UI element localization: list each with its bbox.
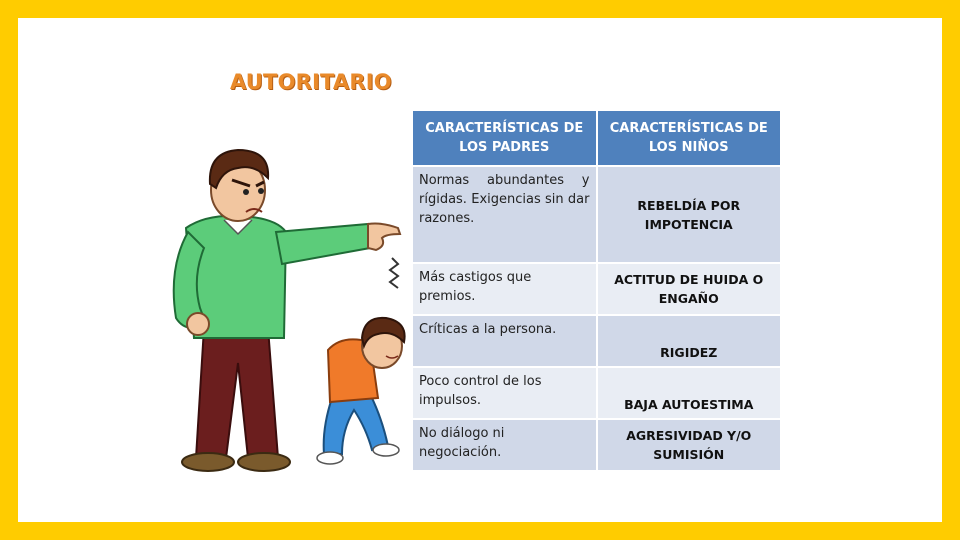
- table-row: [412, 166, 781, 263]
- header-parents: CARACTERÍSTICAS DE LOS PADRES: [412, 110, 597, 166]
- child-cell: REBELDÍA POR IMPOTENCIA: [597, 166, 782, 263]
- table-row: [412, 367, 781, 419]
- header-children: CARACTERÍSTICAS DE LOS NIÑOS: [597, 110, 782, 166]
- parent-cell: Normas abundantes y rígidas. Exigencias sin dar razones.: [412, 166, 597, 263]
- slide-title: AUTORITARIO: [230, 70, 392, 94]
- father-child-illustration: [146, 128, 416, 488]
- child-cell: ACTITUD DE HUIDA O ENGAÑO: [597, 263, 782, 315]
- table-header-row: [412, 110, 781, 166]
- parent-cell: Poco control de los impulsos.: [412, 367, 597, 419]
- child-figure: [317, 318, 405, 464]
- child-cell: RIGIDEZ: [597, 315, 782, 367]
- parent-cell: No diálogo ni negociación.: [412, 419, 597, 471]
- table-row: [412, 315, 781, 367]
- child-cell: BAJA AUTOESTIMA: [597, 367, 782, 419]
- table-row: [412, 419, 781, 471]
- table-row: [412, 263, 781, 315]
- parent-cell: Críticas a la persona.: [412, 315, 597, 367]
- child-cell: AGRESIVIDAD Y/O SUMISIÓN: [597, 419, 782, 471]
- parent-cell: Más castigos que premios.: [412, 263, 597, 315]
- characteristics-table: [411, 109, 782, 472]
- slide: [18, 18, 942, 522]
